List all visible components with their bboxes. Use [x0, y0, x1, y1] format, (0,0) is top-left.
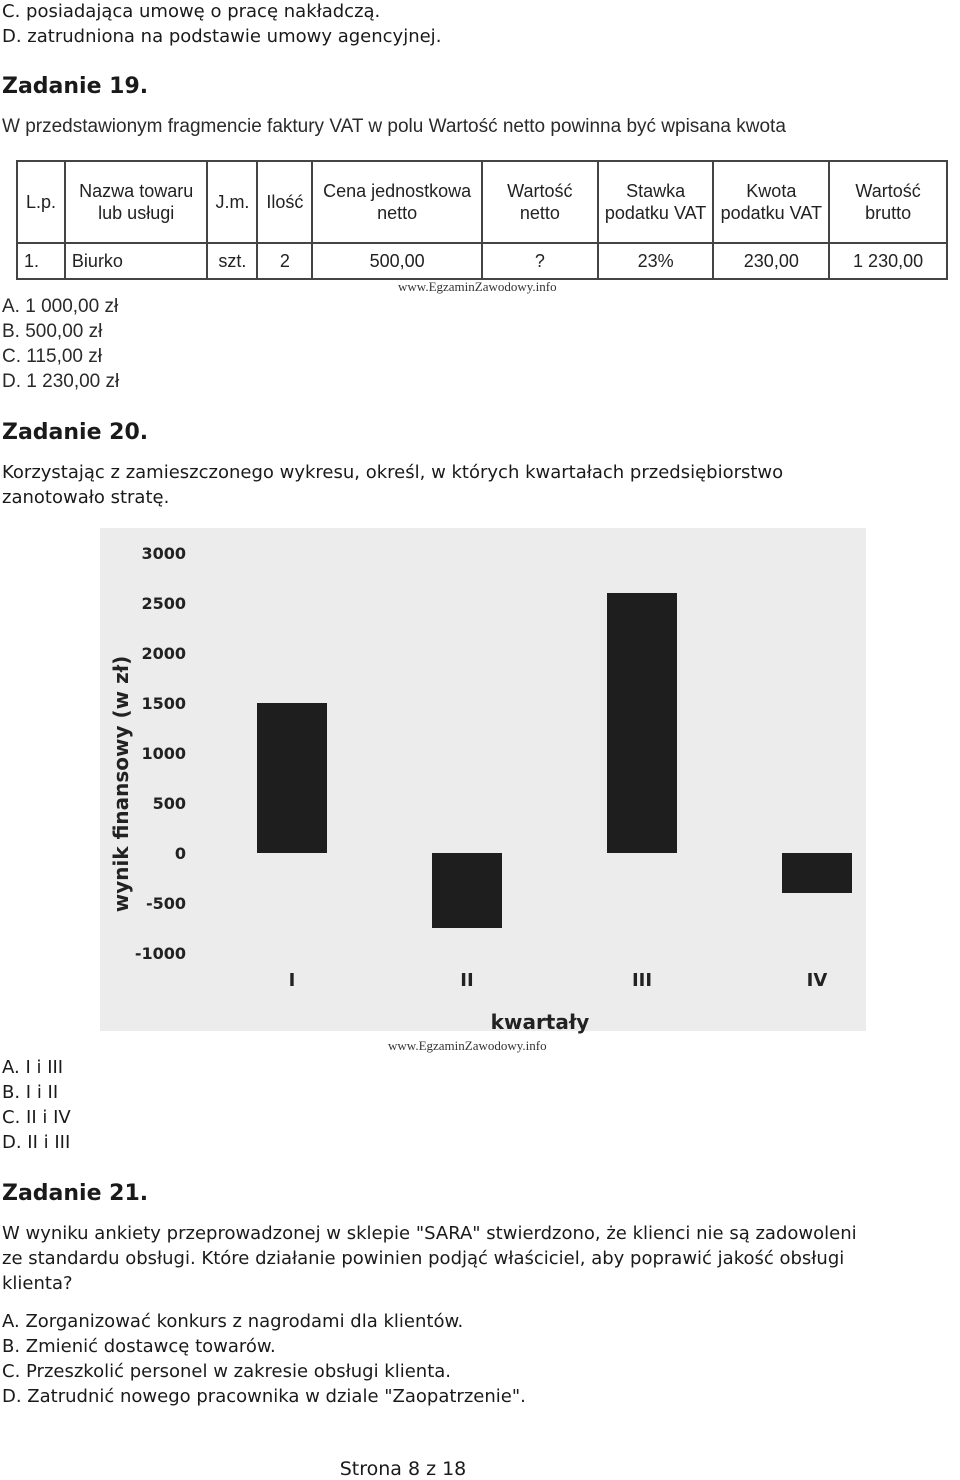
invoice-cell: ?: [482, 243, 598, 279]
task21-answer-c: C. Przeszkolić personel w zakresie obsługi klienta.: [2, 1361, 452, 1382]
invoice-cell: 1 230,00: [829, 243, 947, 279]
chart-background: [100, 528, 866, 1031]
task19-answer-a: A. 1 000,00 zł: [2, 296, 119, 317]
y-tick-label: 3000: [141, 544, 186, 563]
invoice-header-cell: Nazwa towaru lub usługi: [65, 161, 208, 243]
task19-question: W przedstawionym fragmencie faktury VAT w polu Wartość netto powinna być wpisana kwota: [2, 116, 786, 137]
intro-option-d: D. zatrudniona na podstawie umowy agencyjnej.: [2, 26, 442, 47]
task21-question-line-2: ze standardu obsługi. Które działanie powinien podjąć właściciel, aby poprawić jakość obsługi: [2, 1248, 845, 1269]
intro-option-c: C. posiadająca umowę o pracę nakładczą.: [2, 1, 381, 22]
bar-IV: [782, 853, 852, 893]
invoice-header-cell: Wartość netto: [482, 161, 598, 243]
invoice-cell: 230,00: [713, 243, 829, 279]
invoice-header-cell: Wartość brutto: [829, 161, 947, 243]
task21-answer-d: D. Zatrudnić nowego pracownika w dziale "Zaopatrzenie".: [2, 1386, 526, 1407]
invoice-header-cell: Stawka podatku VAT: [598, 161, 714, 243]
invoice-header-cell: Cena jednostkowa netto: [312, 161, 482, 243]
task19-heading: Zadanie 19.: [2, 74, 149, 99]
task20-question-line-1: Korzystając z zamieszczonego wykresu, określ, w których kwartałach przedsiębiorstwo: [2, 462, 784, 483]
task21-answer-b: B. Zmienić dostawcę towarów.: [2, 1336, 276, 1357]
invoice-data-row: [17, 243, 947, 279]
task19-answer-c: C. 115,00 zł: [2, 346, 102, 367]
chart-watermark: www.EgzaminZawodowy.info: [388, 1038, 547, 1053]
y-tick-label: -1000: [134, 944, 186, 963]
y-tick-label: -500: [145, 894, 186, 913]
task20-answer-d: D. II i III: [2, 1132, 71, 1153]
page-number: Strona 8 z 18: [339, 1458, 467, 1480]
invoice-header-cell: L.p.: [17, 161, 65, 243]
y-tick-label: 500: [152, 794, 186, 813]
bar-II: [432, 853, 502, 928]
invoice-header-cell: Ilość: [257, 161, 312, 243]
task20-answer-a: A. I i III: [2, 1057, 64, 1078]
invoice-cell: 2: [257, 243, 312, 279]
invoice-table: [16, 160, 948, 278]
invoice-cell: Biurko: [65, 243, 208, 279]
task21-question-line-1: W wyniku ankiety przeprowadzonej w sklepie "SARA" stwierdzono, że klienci nie są zadowoleni: [2, 1223, 857, 1244]
task20-answer-c: C. II i IV: [2, 1107, 71, 1128]
task21-heading: Zadanie 21.: [2, 1181, 149, 1206]
bar-I: [257, 703, 327, 853]
task21-answer-a: A. Zorganizować konkurs z nagrodami dla klientów.: [2, 1311, 464, 1332]
y-tick-label: 2500: [141, 594, 186, 613]
invoice-header-cell: J.m.: [207, 161, 257, 243]
x-tick-label: III: [631, 970, 653, 991]
task19-answer-d: D. 1 230,00 zł: [2, 371, 120, 392]
invoice-cell: 500,00: [312, 243, 482, 279]
invoice-header-row: [17, 161, 947, 243]
invoice-watermark: www.EgzaminZawodowy.info: [398, 279, 557, 294]
y-tick-label: 2000: [141, 644, 186, 663]
bar-III: [607, 593, 677, 853]
task20-heading: Zadanie 20.: [2, 420, 149, 445]
x-tick-label: I: [288, 970, 296, 991]
y-tick-label: 0: [174, 844, 186, 863]
task20-question-line-2: zanotowało stratę.: [2, 487, 170, 508]
financial-result-chart: [100, 528, 866, 1053]
y-tick-label: 1000: [141, 744, 186, 763]
y-axis-title: wynik finansowy (w zł): [109, 655, 133, 913]
y-tick-label: 1500: [141, 694, 186, 713]
task20-answer-b: B. I i II: [2, 1082, 59, 1103]
invoice-cell: 1.: [17, 243, 65, 279]
task21-question-line-3: klienta?: [2, 1273, 73, 1294]
invoice-cell: szt.: [207, 243, 257, 279]
x-tick-label: IV: [806, 970, 828, 991]
invoice-cell: 23%: [598, 243, 714, 279]
invoice-header-cell: Kwota podatku VAT: [713, 161, 829, 243]
x-axis-title: kwartały: [490, 1010, 590, 1034]
x-tick-label: II: [460, 970, 474, 991]
task19-answer-b: B. 500,00 zł: [2, 321, 103, 342]
